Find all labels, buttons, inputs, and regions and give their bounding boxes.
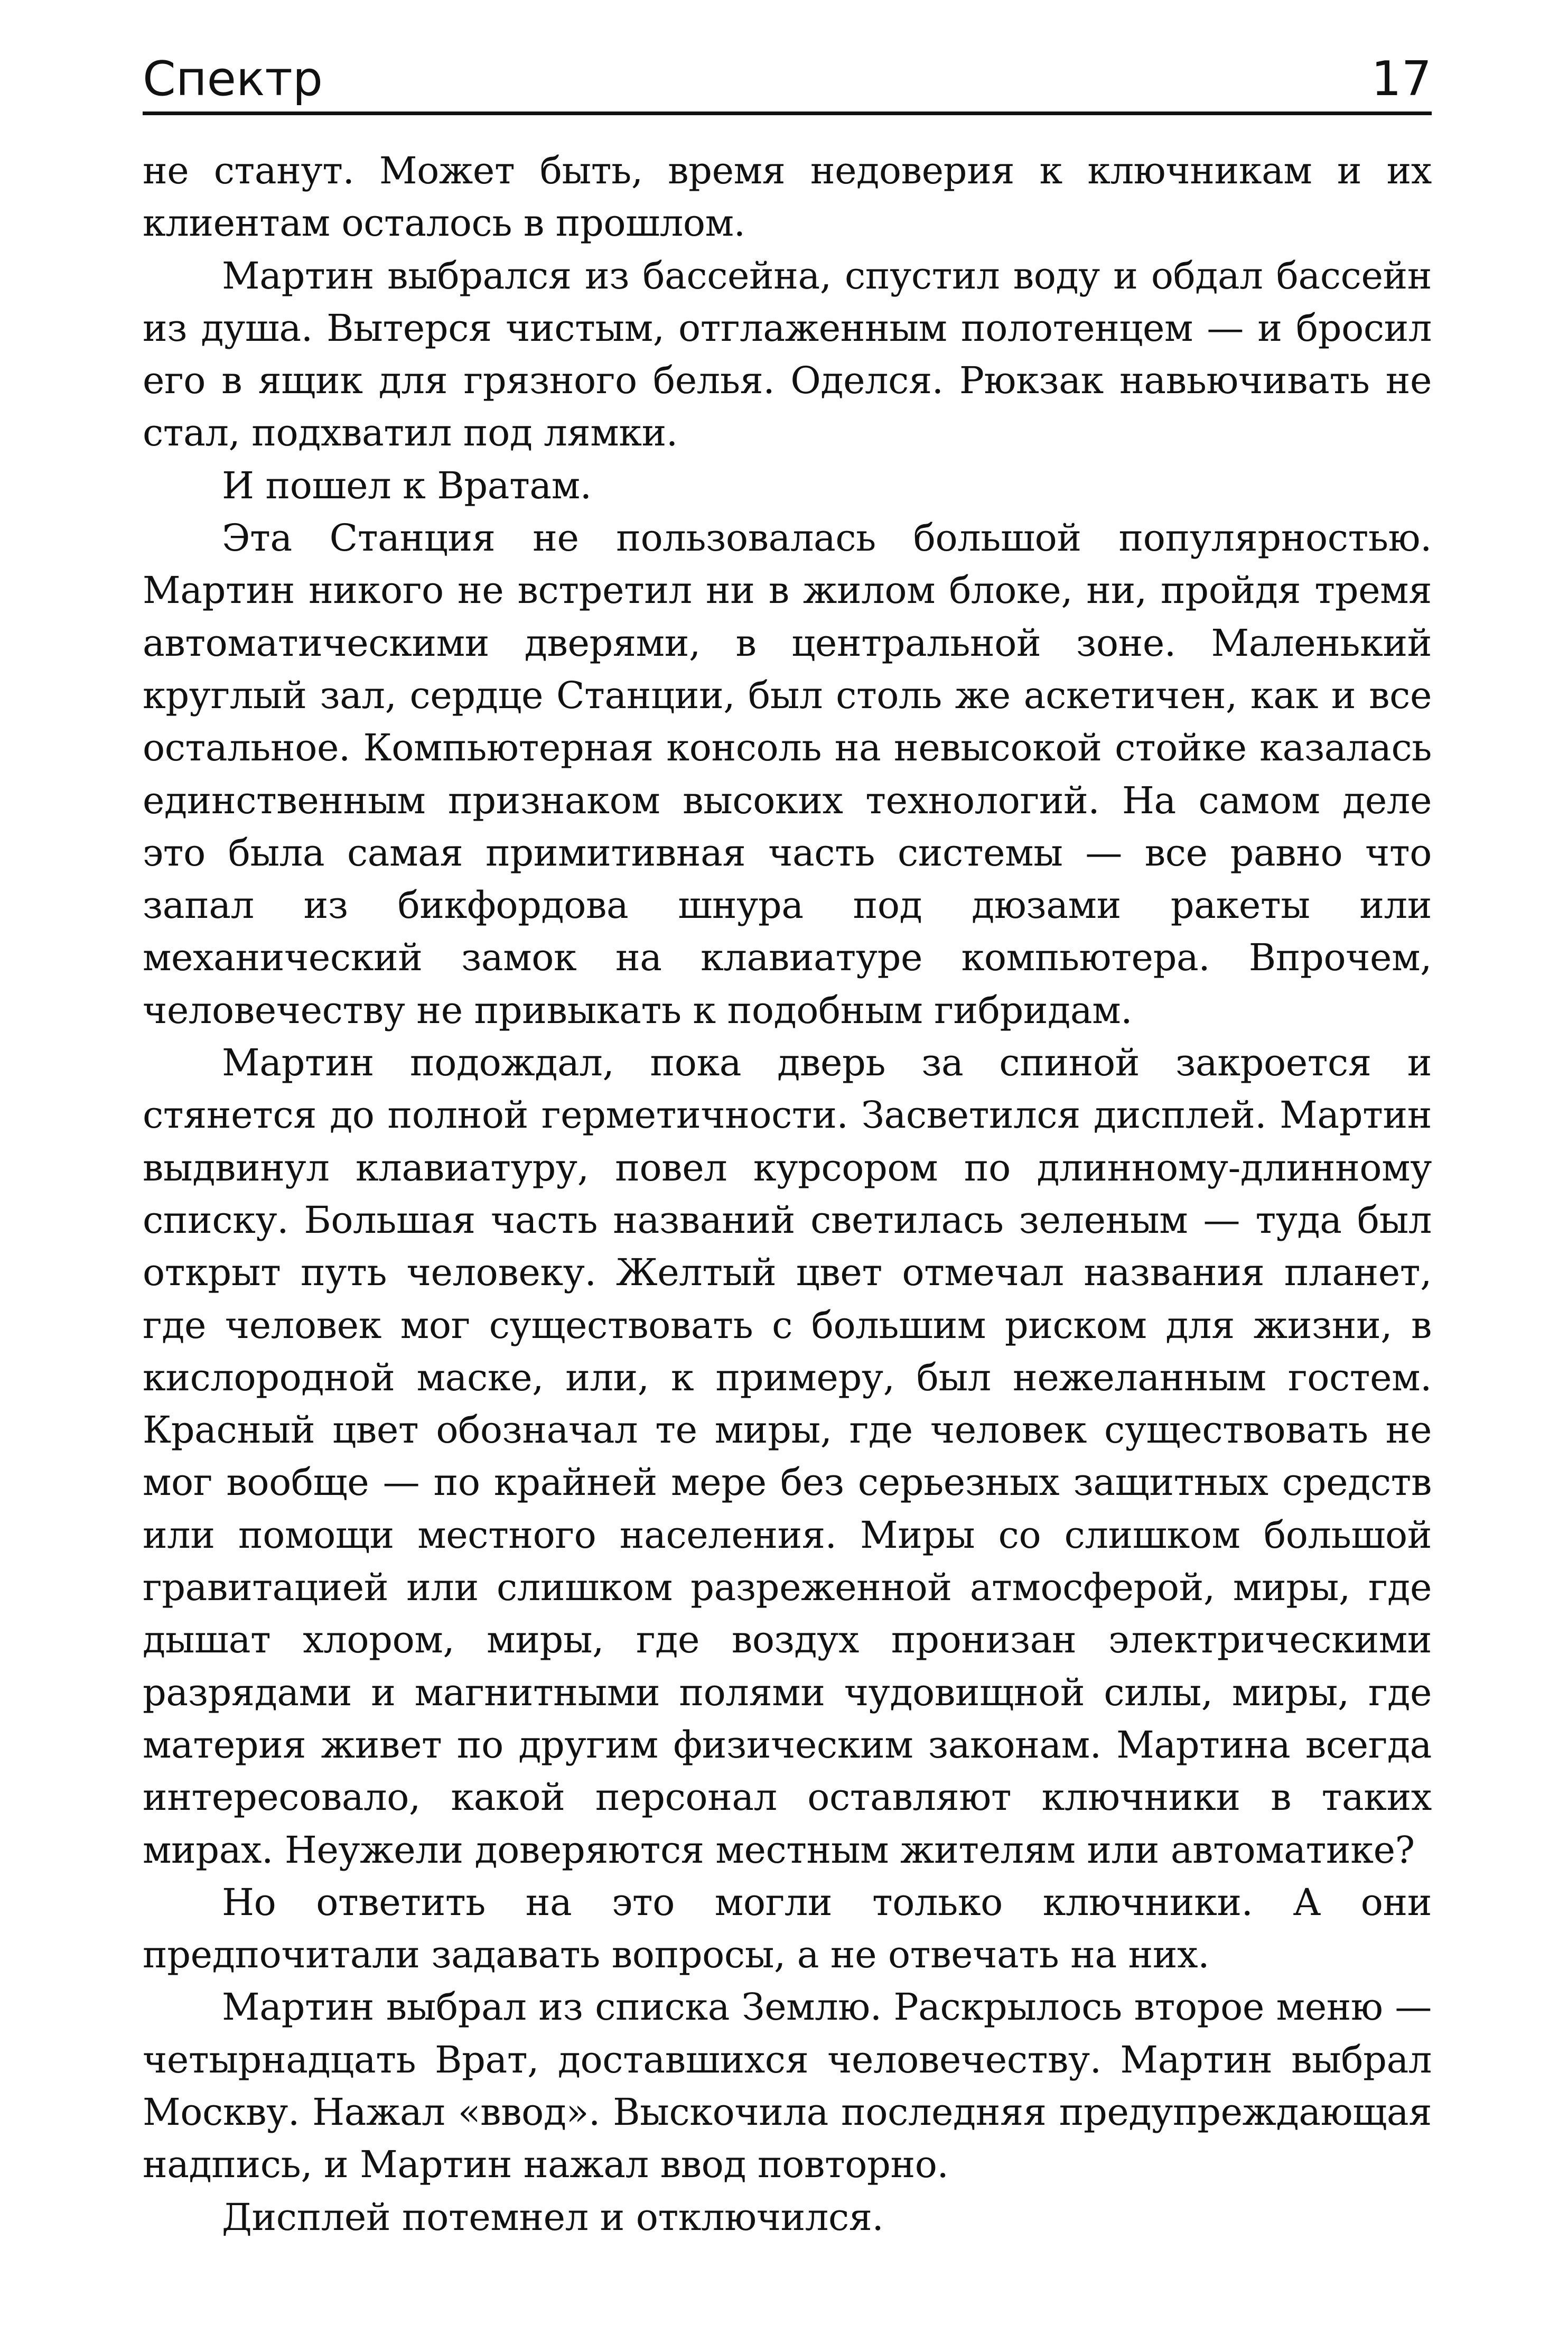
book-page: [143, 51, 1432, 2244]
paragraph-8: Дисплей потемнел и отключился.: [222, 2195, 884, 2239]
paragraph-4: Эта Станция не пользовалась большой популярностью. Мартин никого не встретил ни в жилом блоке, ни, пройдя тремя автоматическими дверями, в центральной зоне. Маленький круглый зал, сердце Станции, был столь же аскетичен, как и все остальное. Компьютерная консоль на невысокой стойке казалась единственным признаком высоких технологий. На самом деле это была самая примитивная часть системы — все равно что запал из бикфордова шнура под дюзами ракеты или механический замок на клавиатуре компьютера. Впрочем, человечеству не привыкать к подобным гибридам.: [143, 516, 1432, 1032]
paragraph-5: Мартин подождал, пока дверь за спиной закроется и стянется до полной герметичности. Засветился дисплей. Мартин выдвинул клавиатуру, повел курсором по длинному-длинному списку. Большая часть названий светилась зеленым — туда был открыт путь человеку. Желтый цвет отмечал названия планет, где человек мог существовать с большим риском для жизни, в кислородной маске, или, к примеру, был нежеланным гостем. Красный цвет обозначал те миры, где человек существовать не мог вообще — по крайней мере без серьезных защитных средств или помощи местного населения. Миры со слишком большой гравитацией или слишком разреженной атмосферой, миры, где дышат хлором, миры, где воздух пронизан электрическими разрядами и магнитными полями чудовищной силы, миры, где материя живет по другим физическим законам. Мартина всегда интересовало, какой персонал оставляют ключники в таких мирах. Неужели доверяются местным жителям или автоматике?: [143, 1041, 1432, 1872]
running-title: Спектр: [143, 51, 323, 107]
page-number: 17: [1371, 51, 1432, 107]
body-text: [143, 145, 1432, 2244]
paragraph-3: И пошел к Вратам.: [222, 463, 592, 507]
paragraph-1: не станут. Может быть, время недоверия к ключникам и их клиентам осталось в прошлом.: [143, 149, 1432, 245]
running-header: [143, 51, 1432, 115]
paragraph-7: Мартин выбрал из списка Землю. Раскрылось второе меню — четырнадцать Врат, доставшихся человечеству. Мартин выбрал Москву. Нажал «ввод». Выскочила последняя предупреждающая надпись, и Мартин нажал ввод повторно.: [143, 1985, 1432, 2187]
paragraph-2: Мартин выбрался из бассейна, спустил воду и обдал бассейн из душа. Вытерся чистым, отглаженным полотенцем — и бросил его в ящик для грязного белья. Оделся. Рюкзак навьючивать не стал, подхватил под лямки.: [143, 254, 1432, 455]
paragraph-6: Но ответить на это могли только ключники. А они предпочитали задавать вопросы, а не отвечать на них.: [143, 1880, 1432, 1977]
